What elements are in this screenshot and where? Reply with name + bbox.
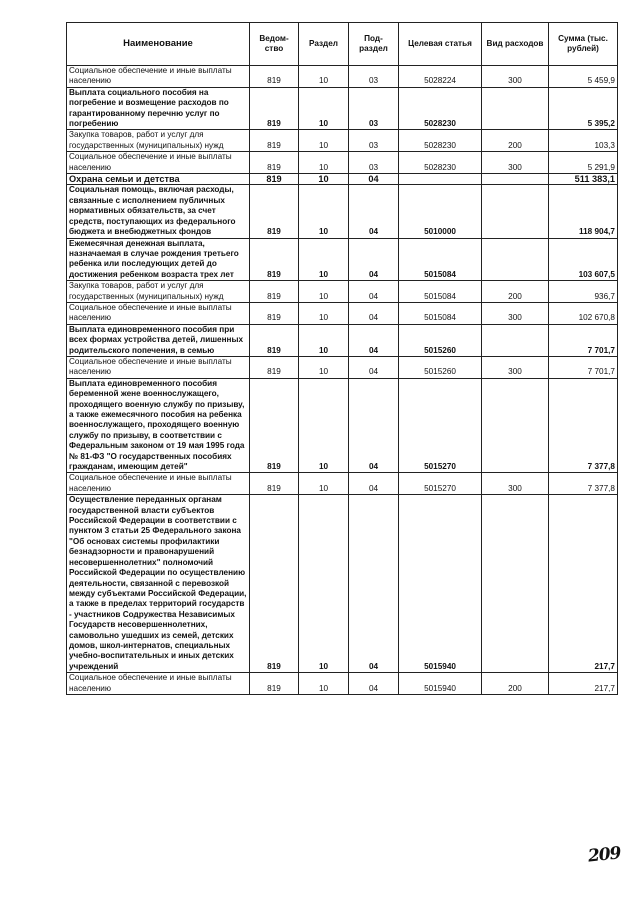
row-expense-type (482, 185, 549, 238)
row-subsection: 04 (349, 185, 399, 238)
row-expense-type (482, 238, 549, 281)
row-expense-type: 300 (482, 356, 549, 378)
row-expense-type: 200 (482, 130, 549, 152)
row-expense-type (482, 324, 549, 356)
row-target-article: 5015084 (399, 302, 482, 324)
table-row (67, 281, 618, 303)
row-section: 10 (299, 495, 349, 673)
table-row (67, 673, 618, 695)
row-target-article: 5015270 (399, 473, 482, 495)
row-section: 10 (299, 673, 349, 695)
row-subsection: 03 (349, 87, 399, 130)
row-section: 10 (299, 324, 349, 356)
row-target-article: 5028230 (399, 152, 482, 174)
row-subsection: 04 (349, 238, 399, 281)
row-subsection: 04 (349, 473, 399, 495)
row-name: Выплата социального пособия на погребение и возмещение расходов по гарантированному перечню услуг по погребению (67, 87, 250, 130)
row-department: 819 (250, 673, 299, 695)
row-expense-type: 300 (482, 152, 549, 174)
table-row (67, 378, 618, 473)
row-target-article: 5028230 (399, 130, 482, 152)
row-department: 819 (250, 356, 299, 378)
row-target-article: 5028230 (399, 87, 482, 130)
row-section: 10 (299, 66, 349, 88)
row-section: 10 (299, 378, 349, 473)
row-name: Социальная помощь, включая расходы, связанные с исполнением публичных нормативных обязательств, за счет средств, поступающих из федерального бюджета и внебюджетных фондов (67, 185, 250, 238)
row-expense-type: 300 (482, 473, 549, 495)
row-amount: 102 670,8 (549, 302, 618, 324)
row-section: 10 (299, 281, 349, 303)
row-amount: 936,7 (549, 281, 618, 303)
row-expense-type (482, 174, 549, 185)
row-name: Социальное обеспечение и иные выплаты населению (67, 356, 250, 378)
row-subsection: 04 (349, 281, 399, 303)
row-department: 819 (250, 185, 299, 238)
row-department: 819 (250, 130, 299, 152)
header-section: Раздел (299, 23, 349, 66)
row-subsection: 04 (349, 302, 399, 324)
row-subsection: 03 (349, 66, 399, 88)
table-row (67, 130, 618, 152)
table-row (67, 185, 618, 238)
row-target-article: 5015084 (399, 281, 482, 303)
row-name: Выплата единовременного пособия беременной жене военнослужащего, проходящего военную службу по призыву, а также ежемесячного пособия на ребенка военнослужащего, проходящего военную службу по призыву, в соответствии с Федеральным законом от 19 мая 1995 года № 81-ФЗ "О государственных пособиях гражданам, имеющим детей" (67, 378, 250, 473)
row-amount: 511 383,1 (549, 174, 618, 185)
page-number: 209 (587, 843, 622, 867)
row-department: 819 (250, 281, 299, 303)
table-row (67, 174, 618, 185)
row-amount: 217,7 (549, 495, 618, 673)
row-department: 819 (250, 302, 299, 324)
row-subsection: 04 (349, 673, 399, 695)
table-row (67, 495, 618, 673)
row-target-article: 5015084 (399, 238, 482, 281)
row-section: 10 (299, 130, 349, 152)
header-amount: Сумма (тыс. рублей) (549, 23, 618, 66)
row-name: Социальное обеспечение и иные выплаты населению (67, 673, 250, 695)
table-row (67, 66, 618, 88)
table-row (67, 324, 618, 356)
row-amount: 7 377,8 (549, 473, 618, 495)
row-section: 10 (299, 152, 349, 174)
row-amount: 103,3 (549, 130, 618, 152)
row-name: Социальное обеспечение и иные выплаты населению (67, 302, 250, 324)
row-section: 10 (299, 473, 349, 495)
row-expense-type (482, 87, 549, 130)
row-name: Ежемесячная денежная выплата, назначаемая в случае рождения третьего ребенка или последующих детей до достижения ребенком возраста трех лет (67, 238, 250, 281)
header-target-article: Целевая статья (399, 23, 482, 66)
row-subsection: 03 (349, 152, 399, 174)
row-name: Социальное обеспечение и иные выплаты населению (67, 152, 250, 174)
row-section: 10 (299, 238, 349, 281)
row-department: 819 (250, 378, 299, 473)
row-amount: 7 701,7 (549, 356, 618, 378)
row-expense-type: 300 (482, 66, 549, 88)
row-name: Выплата единовременного пособия при всех формах устройства детей, лишенных родительского попечения, в семью (67, 324, 250, 356)
row-expense-type (482, 495, 549, 673)
table-header (67, 23, 618, 66)
row-target-article: 5015940 (399, 495, 482, 673)
row-name: Охрана семьи и детства (67, 174, 250, 185)
table-row (67, 87, 618, 130)
header-subsection: Под-раздел (349, 23, 399, 66)
row-amount: 5 395,2 (549, 87, 618, 130)
row-target-article (399, 174, 482, 185)
table-row (67, 473, 618, 495)
row-name: Осуществление переданных органам государственной власти субъектов Российской Федерации в соответствии с пунктом 3 статьи 25 Федерального закона "Об основах системы профилактики безнадзорности и правонарушений несовершеннолетних" полномочий Российской Федерации по осуществлению деятельности, связанной с перевозкой между субъектами Российской Федерации, а также в пределах территорий государств - участников Содружества Независимых Государств несовершеннолетних, самовольно ушедших из семей, детских домов, школ-интернатов, специальных учебно-воспитательных и иных детских учреждений (67, 495, 250, 673)
row-section: 10 (299, 302, 349, 324)
header-department: Ведом-ство (250, 23, 299, 66)
row-department: 819 (250, 152, 299, 174)
row-amount: 217,7 (549, 673, 618, 695)
header-expense-type: Вид расходов (482, 23, 549, 66)
row-name: Социальное обеспечение и иные выплаты населению (67, 66, 250, 88)
row-name: Закупка товаров, работ и услуг для государственных (муниципальных) нужд (67, 130, 250, 152)
row-target-article: 5015940 (399, 673, 482, 695)
row-target-article: 5028224 (399, 66, 482, 88)
row-department: 819 (250, 66, 299, 88)
row-expense-type (482, 378, 549, 473)
row-expense-type: 300 (482, 302, 549, 324)
row-department: 819 (250, 87, 299, 130)
row-department: 819 (250, 473, 299, 495)
row-name: Социальное обеспечение и иные выплаты населению (67, 473, 250, 495)
row-target-article: 5015260 (399, 324, 482, 356)
table-row (67, 356, 618, 378)
row-section: 10 (299, 185, 349, 238)
table-body (67, 66, 618, 695)
table-row (67, 152, 618, 174)
header-name: Наименование (67, 23, 250, 66)
row-amount: 7 701,7 (549, 324, 618, 356)
row-amount: 103 607,5 (549, 238, 618, 281)
row-section: 10 (299, 87, 349, 130)
row-expense-type: 200 (482, 281, 549, 303)
row-section: 10 (299, 174, 349, 185)
row-amount: 118 904,7 (549, 185, 618, 238)
table-row (67, 302, 618, 324)
row-target-article: 5015260 (399, 356, 482, 378)
row-department: 819 (250, 324, 299, 356)
row-department: 819 (250, 238, 299, 281)
row-target-article: 5010000 (399, 185, 482, 238)
row-subsection: 03 (349, 130, 399, 152)
row-department: 819 (250, 495, 299, 673)
row-section: 10 (299, 356, 349, 378)
row-subsection: 04 (349, 174, 399, 185)
table-row (67, 238, 618, 281)
row-amount: 5 291,9 (549, 152, 618, 174)
row-expense-type: 200 (482, 673, 549, 695)
row-subsection: 04 (349, 495, 399, 673)
budget-table (66, 22, 618, 695)
row-subsection: 04 (349, 356, 399, 378)
row-subsection: 04 (349, 378, 399, 473)
row-name: Закупка товаров, работ и услуг для государственных (муниципальных) нужд (67, 281, 250, 303)
row-subsection: 04 (349, 324, 399, 356)
row-amount: 5 459,9 (549, 66, 618, 88)
row-amount: 7 377,8 (549, 378, 618, 473)
row-department: 819 (250, 174, 299, 185)
row-target-article: 5015270 (399, 378, 482, 473)
